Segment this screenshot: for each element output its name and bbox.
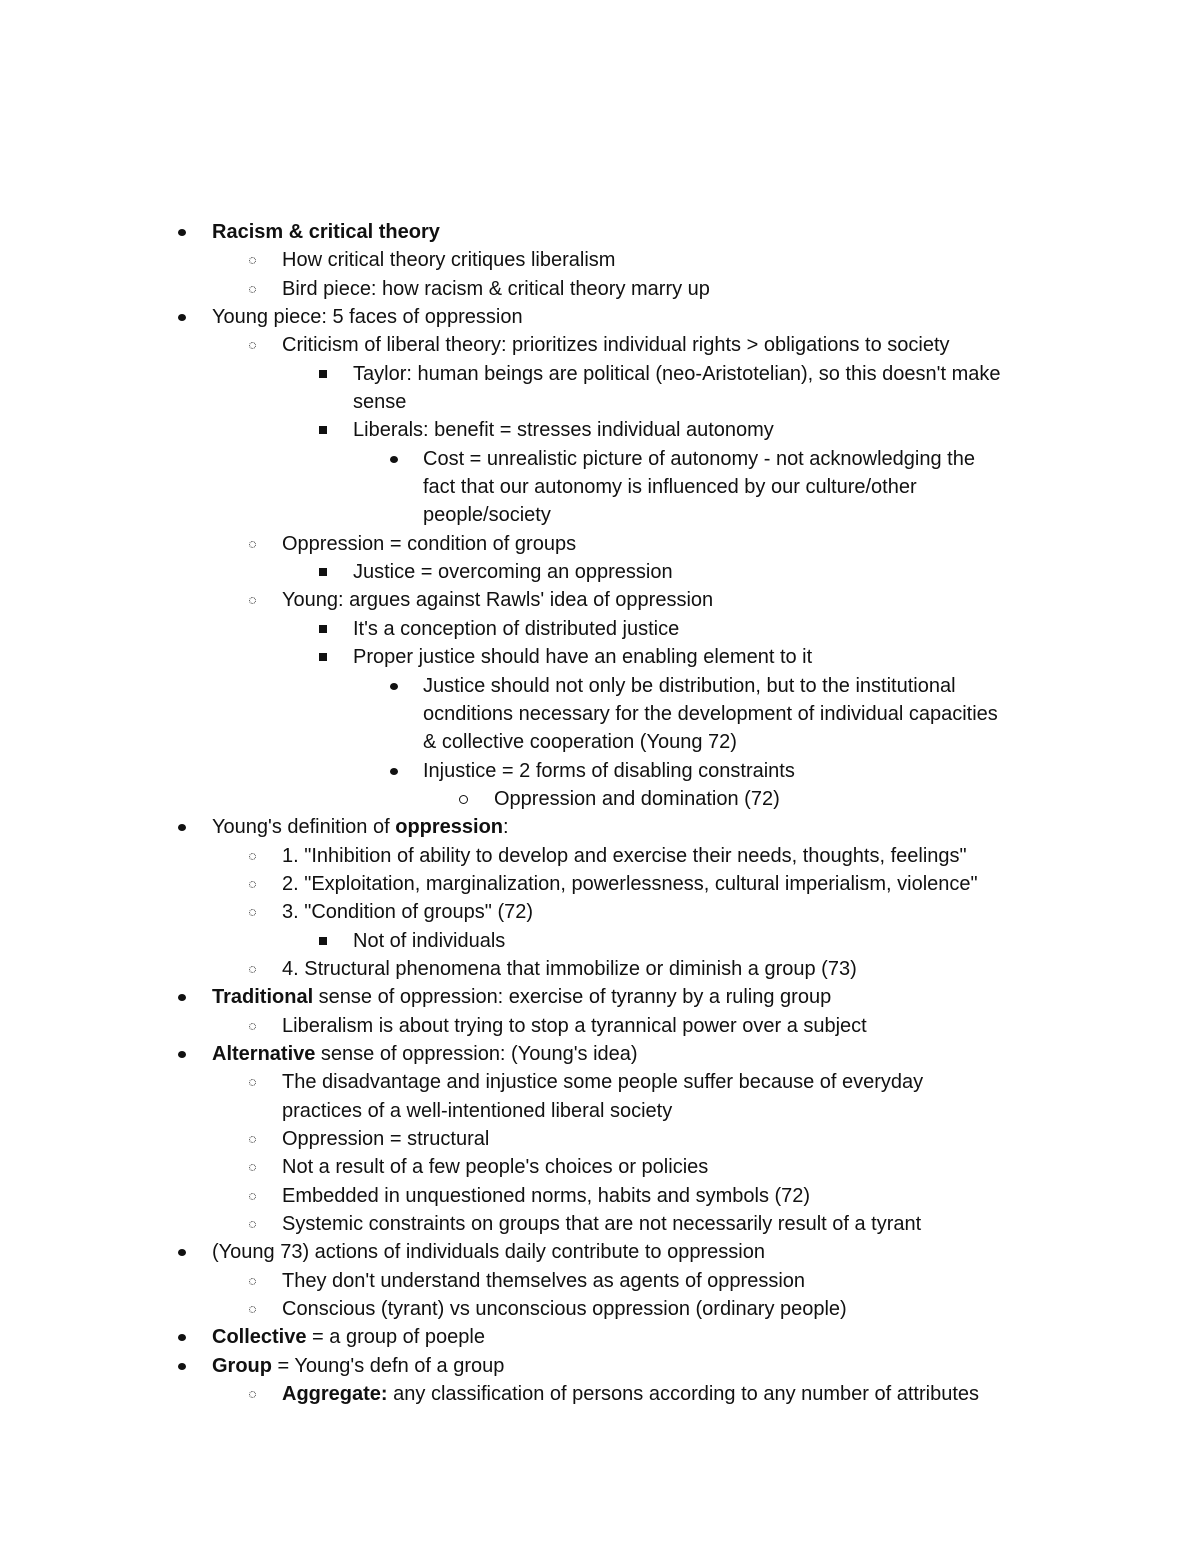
item-text: 3. "Condition of groups" (72) bbox=[282, 901, 534, 924]
outline-item bbox=[0, 246, 1200, 274]
item-text: 2. "Exploitation, marginalization, powerlessness, cultural imperialism, violence" bbox=[282, 872, 978, 895]
bold-text: Traditional bbox=[212, 986, 314, 1009]
outline-item bbox=[0, 360, 1200, 388]
ring-bullet-icon bbox=[249, 1136, 256, 1143]
item-text: sense of oppression: exercise of tyranny by a ruling group bbox=[313, 986, 832, 1009]
outline-line-continuation bbox=[0, 700, 1200, 728]
outline-item bbox=[0, 1380, 1200, 1408]
item-text: Justice = overcoming an oppression bbox=[353, 561, 673, 584]
square-bullet-icon bbox=[319, 568, 327, 576]
square-bullet-icon bbox=[319, 653, 327, 661]
circle-bullet-icon bbox=[459, 795, 468, 804]
disc-bullet-icon bbox=[178, 1363, 186, 1370]
item-text: = Young's defn of a group bbox=[272, 1354, 505, 1377]
item-text: (Young 73) actions of individuals daily contribute to oppression bbox=[212, 1241, 765, 1264]
item-text: = a group of poeple bbox=[306, 1326, 485, 1349]
item-text: sense bbox=[353, 391, 407, 414]
outline-item bbox=[0, 1125, 1200, 1153]
outline-item bbox=[0, 1040, 1200, 1068]
item-text: ocnditions necessary for the development of individual capacities bbox=[423, 702, 998, 725]
item-text: How critical theory critiques liberalism bbox=[282, 249, 616, 272]
outline-item bbox=[0, 615, 1200, 643]
item-text: Criticism of liberal theory: prioritizes individual rights > obligations to society bbox=[282, 334, 950, 357]
outline-item bbox=[0, 842, 1200, 870]
bold-text: Collective bbox=[212, 1326, 307, 1349]
item-text: & collective cooperation (Young 72) bbox=[423, 731, 737, 754]
item-text: practices of a well-intentioned liberal society bbox=[282, 1099, 673, 1122]
item-text: The disadvantage and injustice some people suffer because of everyday bbox=[282, 1071, 924, 1094]
bold-text: Racism & critical theory bbox=[212, 221, 440, 243]
item-text: Liberalism is about trying to stop a tyrannical power over a subject bbox=[282, 1014, 867, 1037]
ring-bullet-icon bbox=[249, 1391, 256, 1398]
outline-item bbox=[0, 757, 1200, 785]
bold-text: oppression bbox=[395, 816, 504, 839]
disc-bullet-icon bbox=[178, 1249, 186, 1256]
outline-item bbox=[0, 643, 1200, 671]
ring-bullet-icon bbox=[249, 966, 256, 973]
ring-bullet-icon bbox=[249, 597, 256, 604]
outline-item bbox=[0, 1153, 1200, 1181]
outline-item bbox=[0, 672, 1200, 700]
ring-bullet-icon bbox=[249, 853, 256, 860]
item-text: Justice should not only be distribution, but to the institutional bbox=[423, 674, 956, 697]
bold-text: Aggregate: bbox=[282, 1383, 388, 1406]
outline-item bbox=[0, 303, 1200, 331]
disc-bullet-icon bbox=[178, 1334, 186, 1341]
ring-bullet-icon bbox=[249, 1023, 256, 1030]
ring-bullet-icon bbox=[249, 541, 256, 548]
ring-bullet-icon bbox=[249, 1193, 256, 1200]
outline-item bbox=[0, 870, 1200, 898]
ring-bullet-icon bbox=[249, 1164, 256, 1171]
ring-bullet-icon bbox=[249, 909, 256, 916]
outline-item bbox=[0, 1295, 1200, 1323]
item-text: Injustice = 2 forms of disabling constraints bbox=[423, 759, 795, 782]
outline-line-continuation bbox=[0, 1097, 1200, 1125]
outline-item bbox=[0, 1323, 1200, 1351]
item-text: Not a result of a few people's choices or policies bbox=[282, 1156, 709, 1179]
outline-item bbox=[0, 813, 1200, 841]
item-text: Young: argues against Rawls' idea of oppression bbox=[282, 589, 714, 612]
outline-item bbox=[0, 785, 1200, 813]
square-bullet-icon bbox=[319, 625, 327, 633]
item-text: Not of individuals bbox=[353, 929, 506, 952]
item-text: Liberals: benefit = stresses individual autonomy bbox=[353, 419, 774, 442]
outline-item bbox=[0, 218, 1200, 246]
item-text: any classification of persons according to any number of attributes bbox=[387, 1383, 980, 1406]
item-text: sense of oppression: (Young's idea) bbox=[315, 1042, 638, 1065]
outline-line-continuation bbox=[0, 501, 1200, 529]
bold-text: Group bbox=[212, 1354, 272, 1377]
disc-bullet-icon bbox=[178, 994, 186, 1001]
ring-bullet-icon bbox=[249, 881, 256, 888]
outline-item bbox=[0, 445, 1200, 473]
outline-item bbox=[0, 1068, 1200, 1096]
outline-item bbox=[0, 530, 1200, 558]
disc-bullet-icon bbox=[178, 229, 186, 236]
outline-line-continuation bbox=[0, 728, 1200, 756]
item-text: They don't understand themselves as agents of oppression bbox=[282, 1269, 806, 1292]
disc-bullet-icon bbox=[178, 824, 186, 831]
item-text: Oppression and domination (72) bbox=[494, 787, 780, 810]
ring-bullet-icon bbox=[249, 1079, 256, 1086]
ring-bullet-icon bbox=[249, 1278, 256, 1285]
outline-line-continuation bbox=[0, 388, 1200, 416]
bold-text: Alternative bbox=[212, 1042, 316, 1065]
ring-bullet-icon bbox=[249, 1221, 256, 1228]
notes-document bbox=[0, 218, 1200, 1408]
disc-bullet-icon bbox=[178, 1051, 186, 1058]
item-text: Young's definition of bbox=[212, 816, 396, 839]
item-text: Oppression = structural bbox=[282, 1128, 490, 1150]
item-text: Taylor: human beings are political (neo-Aristotelian), so this doesn't make bbox=[353, 362, 1001, 385]
outline-item bbox=[0, 331, 1200, 359]
outline-item bbox=[0, 1238, 1200, 1266]
ring-bullet-icon bbox=[249, 257, 256, 264]
item-text: Conscious (tyrant) vs unconscious oppression (ordinary people) bbox=[282, 1298, 847, 1321]
outline-item bbox=[0, 1352, 1200, 1380]
outline-item bbox=[0, 983, 1200, 1011]
ring-bullet-icon bbox=[249, 342, 256, 349]
item-text: 4. Structural phenomena that immobilize or diminish a group (73) bbox=[282, 957, 857, 980]
ring-bullet-icon bbox=[249, 286, 256, 293]
outline-item bbox=[0, 275, 1200, 303]
item-text: Oppression = condition of groups bbox=[282, 532, 577, 555]
item-text: fact that our autonomy is influenced by our culture/other bbox=[423, 476, 917, 499]
item-text: people/society bbox=[423, 504, 551, 527]
disc-bullet-icon bbox=[390, 683, 398, 690]
item-text: 1. "Inhibition of ability to develop and exercise their needs, thoughts, feelings" bbox=[282, 844, 967, 867]
item-text: It's a conception of distributed justice bbox=[353, 617, 680, 640]
square-bullet-icon bbox=[319, 426, 327, 434]
outline-item bbox=[0, 898, 1200, 926]
outline-item bbox=[0, 1267, 1200, 1295]
item-text: Proper justice should have an enabling element to it bbox=[353, 646, 813, 669]
disc-bullet-icon bbox=[390, 456, 398, 463]
outline-line-continuation bbox=[0, 473, 1200, 501]
outline-item bbox=[0, 955, 1200, 983]
item-text: Systemic constraints on groups that are not necessarily result of a tyrant bbox=[282, 1213, 922, 1236]
outline-item bbox=[0, 1012, 1200, 1040]
disc-bullet-icon bbox=[178, 314, 186, 321]
ring-bullet-icon bbox=[249, 1306, 256, 1313]
outline-item bbox=[0, 586, 1200, 614]
outline-item bbox=[0, 416, 1200, 444]
square-bullet-icon bbox=[319, 370, 327, 378]
disc-bullet-icon bbox=[390, 768, 398, 775]
outline-item bbox=[0, 1182, 1200, 1210]
outline-item bbox=[0, 1210, 1200, 1238]
item-text: Bird piece: how racism & critical theory marry up bbox=[282, 277, 710, 300]
outline-item bbox=[0, 558, 1200, 586]
item-text: Embedded in unquestioned norms, habits and symbols (72) bbox=[282, 1184, 811, 1207]
item-text: Young piece: 5 faces of oppression bbox=[212, 306, 523, 329]
outline-item bbox=[0, 927, 1200, 955]
square-bullet-icon bbox=[319, 937, 327, 945]
item-text: Cost = unrealistic picture of autonomy - not acknowledging the bbox=[423, 447, 975, 470]
item-text: : bbox=[503, 816, 509, 839]
